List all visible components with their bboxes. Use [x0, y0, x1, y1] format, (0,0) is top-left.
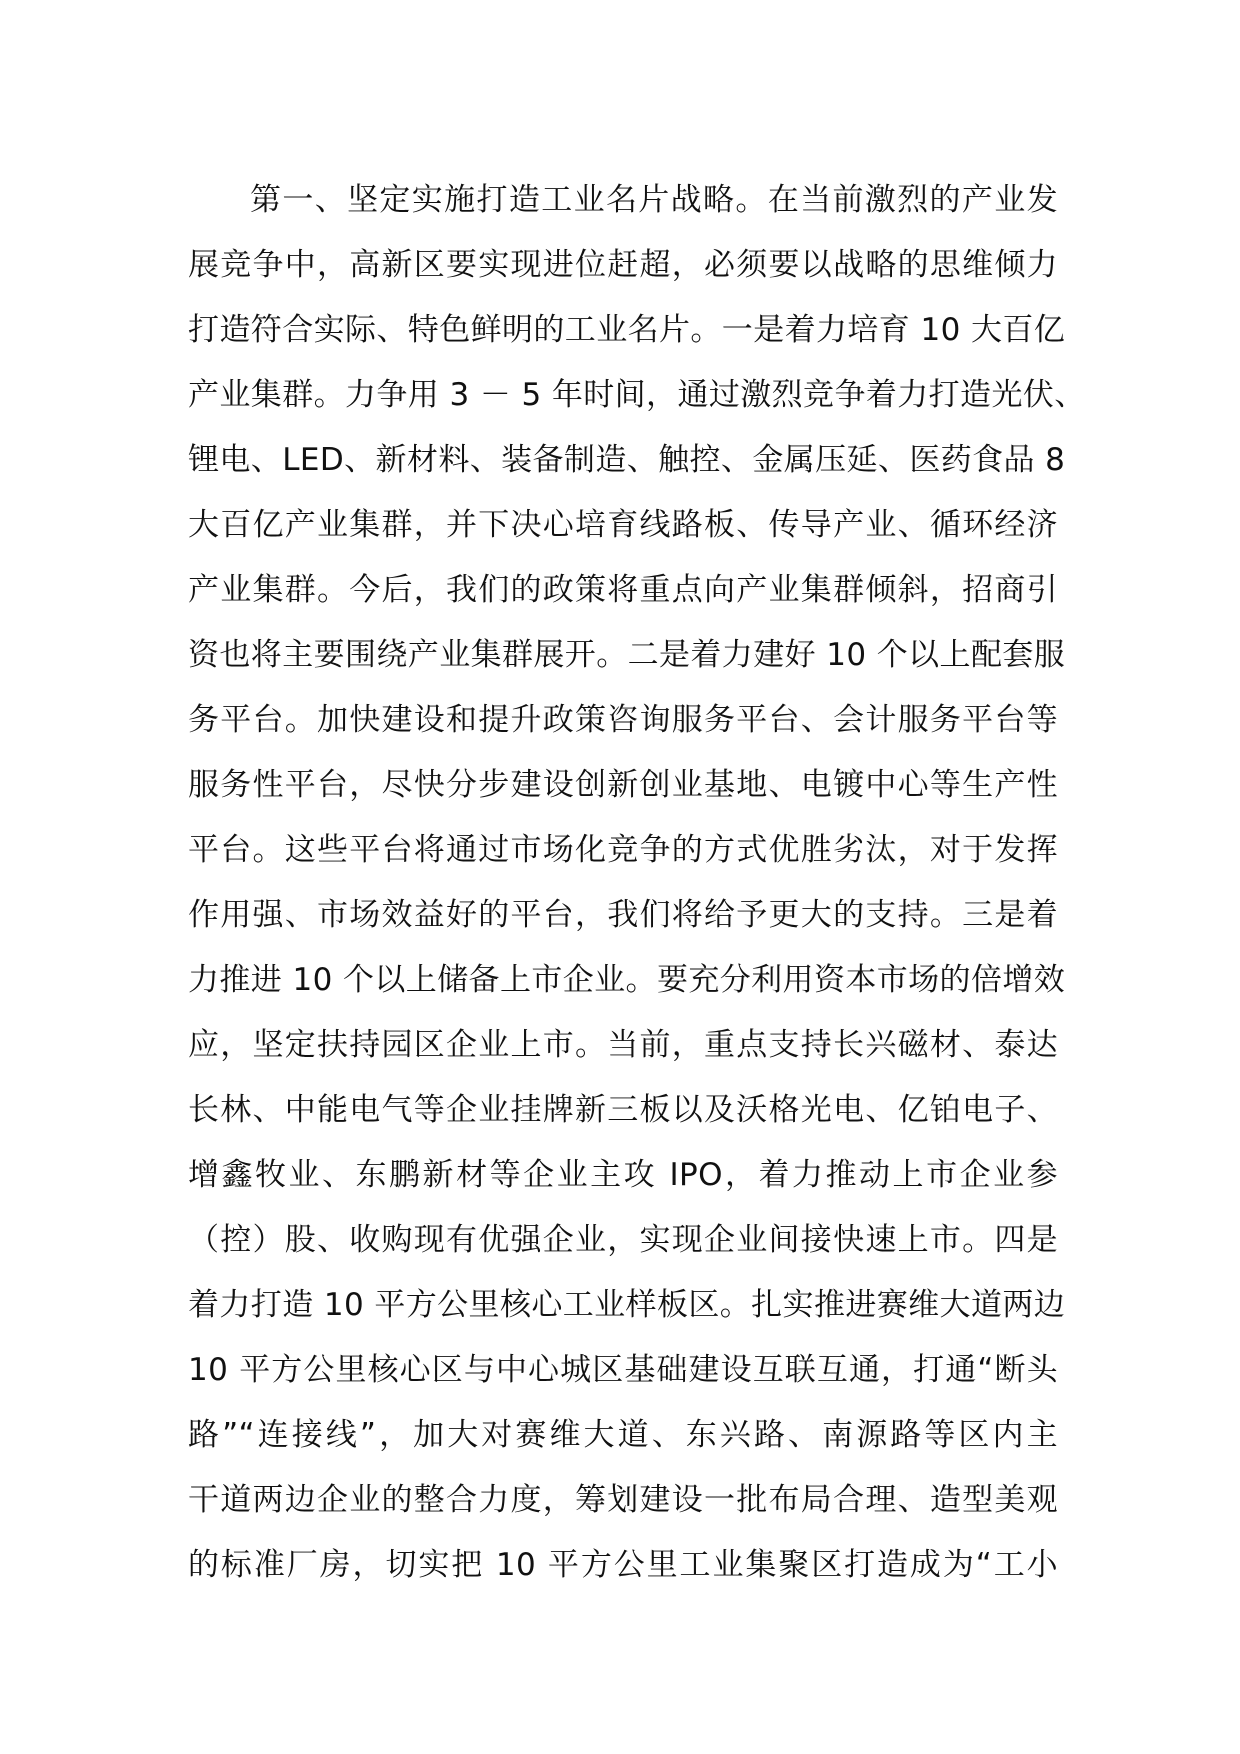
paragraph-line: 锂电、LED、新材料、装备制造、触控、金属压延、医药食品 8 [188, 442, 1066, 478]
paragraph-line: 打造符合实际、特色鲜明的工业名片。一是着力培育 10 大百亿 [188, 312, 1066, 348]
paragraph-line: 的标准厂房，切实把 10 平方公里工业集聚区打造成为“工小 [188, 1547, 1058, 1583]
paragraph-line: 长林、中能电气等企业挂牌新三板以及沃格光电、亿铂电子、 [188, 1092, 1058, 1128]
paragraph-line: 展竞争中，高新区要实现进位赶超，必须要以战略的思维倾力 [188, 247, 1058, 283]
paragraph-line: 大百亿产业集群，并下决心培育线路板、传导产业、循环经济 [188, 507, 1058, 543]
body-paragraph [188, 168, 1086, 1598]
paragraph-line: 资也将主要围绕产业集群展开。二是着力建好 10 个以上配套服 [188, 637, 1066, 673]
paragraph-line: 产业集群。力争用 3 － 5 年时间，通过激烈竞争着力打造光伏、 [188, 377, 1086, 413]
paragraph-line: 产业集群。今后，我们的政策将重点向产业集群倾斜，招商引 [188, 572, 1058, 608]
paragraph-line: 力推进 10 个以上储备上市企业。要充分利用资本市场的倍增效 [188, 962, 1066, 998]
paragraph-line: 路”“连接线”，加大对赛维大道、东兴路、南源路等区内主 [188, 1417, 1058, 1453]
paragraph-line: 平台。这些平台将通过市场化竞争的方式优胜劣汰，对于发挥 [188, 832, 1058, 868]
paragraph-line: 第一、坚定实施打造工业名片战略。在当前激烈的产业发 [250, 182, 1058, 218]
paragraph-line: 作用强、市场效益好的平台，我们将给予更大的支持。三是着 [188, 897, 1058, 933]
paragraph-line: （控）股、收购现有优强企业，实现企业间接快速上市。四是 [188, 1222, 1058, 1258]
paragraph-line: 应，坚定扶持园区企业上市。当前，重点支持长兴磁材、泰达 [188, 1027, 1058, 1063]
paragraph-line: 服务性平台，尽快分步建设创新创业基地、电镀中心等生产性 [188, 767, 1058, 803]
paragraph-line: 务平台。加快建设和提升政策咨询服务平台、会计服务平台等 [188, 702, 1058, 738]
paragraph-line: 干道两边企业的整合力度，筹划建设一批布局合理、造型美观 [188, 1482, 1058, 1518]
paragraph-line: 10 平方公里核心区与中心城区基础建设互联互通，打通“断头 [188, 1352, 1058, 1388]
paragraph-line: 着力打造 10 平方公里核心工业样板区。扎实推进赛维大道两边 [188, 1287, 1066, 1323]
paragraph-line: 增鑫牧业、东鹏新材等企业主攻 IPO，着力推动上市企业参 [188, 1157, 1058, 1193]
